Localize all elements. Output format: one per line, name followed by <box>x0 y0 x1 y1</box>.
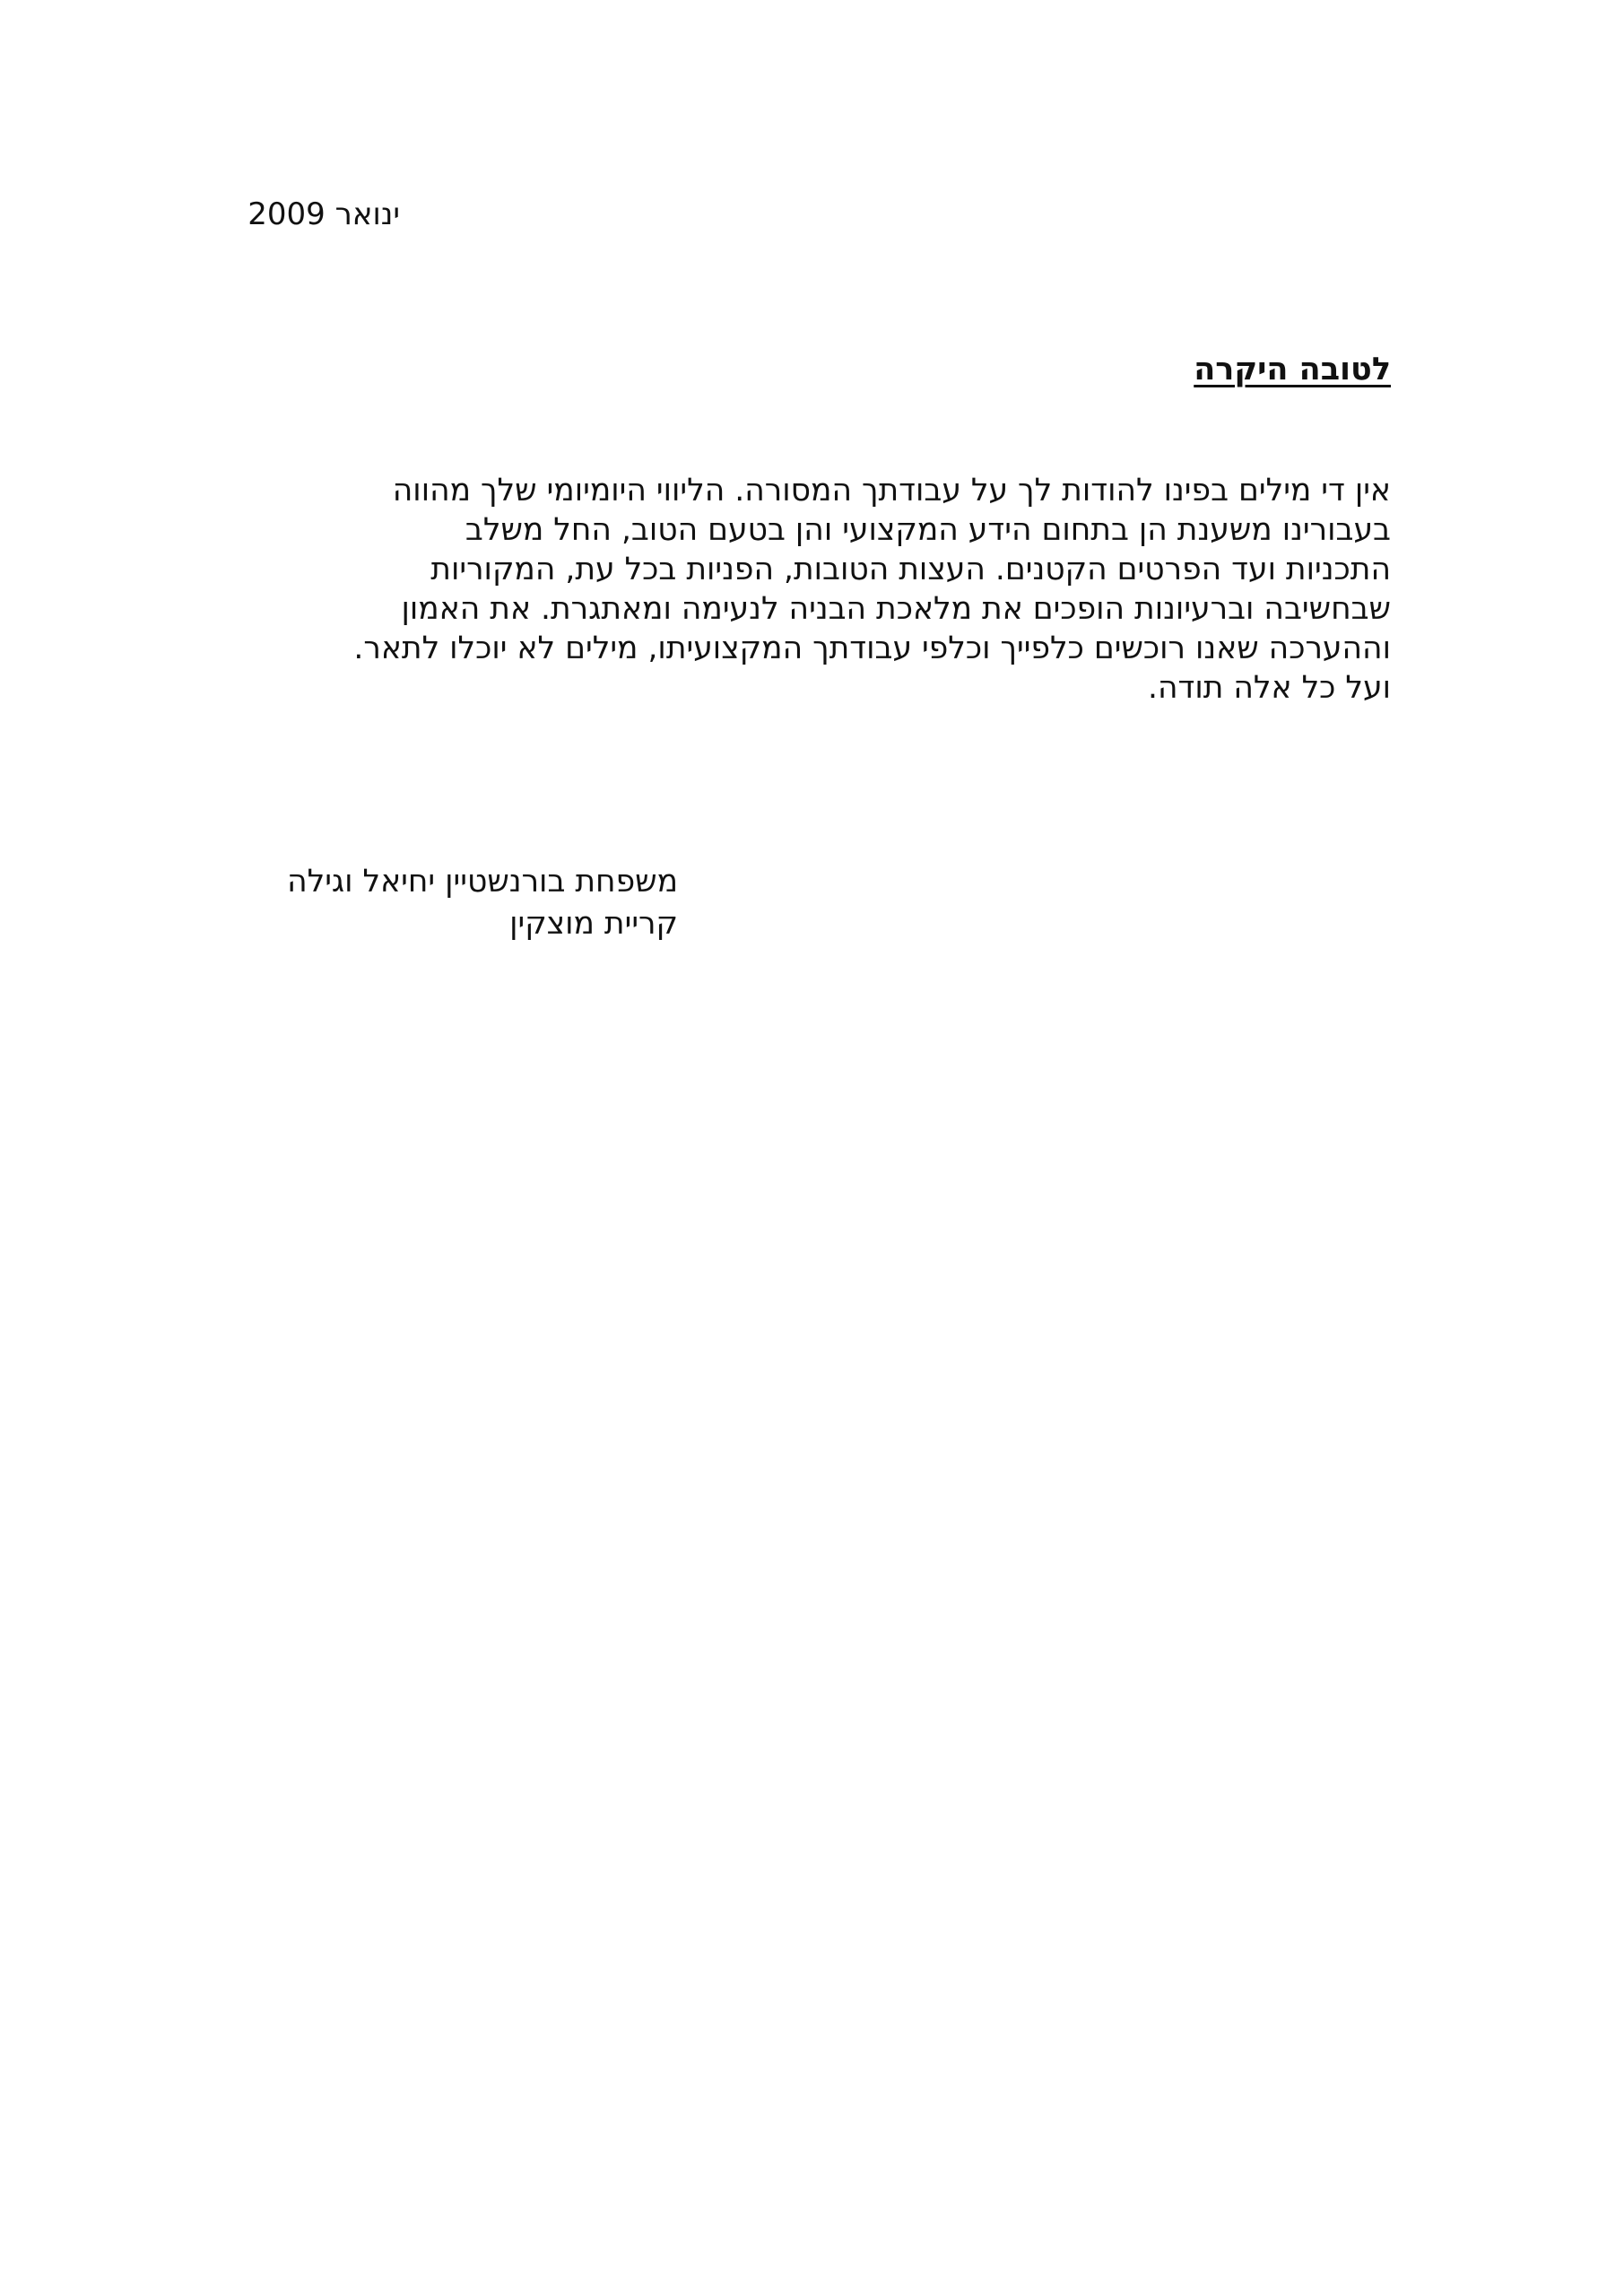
body-line: וההערכה שאנו רוכשים כלפייך וכלפי עבודתך המקצועיתו, מילים לא יוכלו לתאר. <box>353 631 1391 666</box>
body-line: בעבורינו משענת הן בתחום הידע המקצועי והן בטעם הטוב, החל משלב <box>465 512 1391 548</box>
signature-location: קריית מוצקין <box>509 906 678 942</box>
body-line: התכניות ועד הפרטים הקטנים. העצות הטובות, הפניות בכל עת, המקוריות <box>430 552 1391 587</box>
letter-date: ינואר 2009 <box>248 196 400 232</box>
body-line: ועל כל אלה תודה. <box>1148 670 1391 706</box>
signature-family-name: משפחת בורנשטיין יחיאל וגילה <box>287 864 678 900</box>
letter-signature <box>287 861 678 945</box>
letter-greeting: לטובה היקרה <box>1194 352 1391 387</box>
body-line: אין די מילים בפינו להודות לך על עבודתך המסורה. הליווי היומיומי שלך מהווה <box>392 473 1391 509</box>
letter-body <box>225 471 1391 708</box>
body-line: שבחשיבה וברעיונות הופכים את מלאכת הבניה לנעימה ומאתגרת. את האמון <box>401 591 1391 627</box>
